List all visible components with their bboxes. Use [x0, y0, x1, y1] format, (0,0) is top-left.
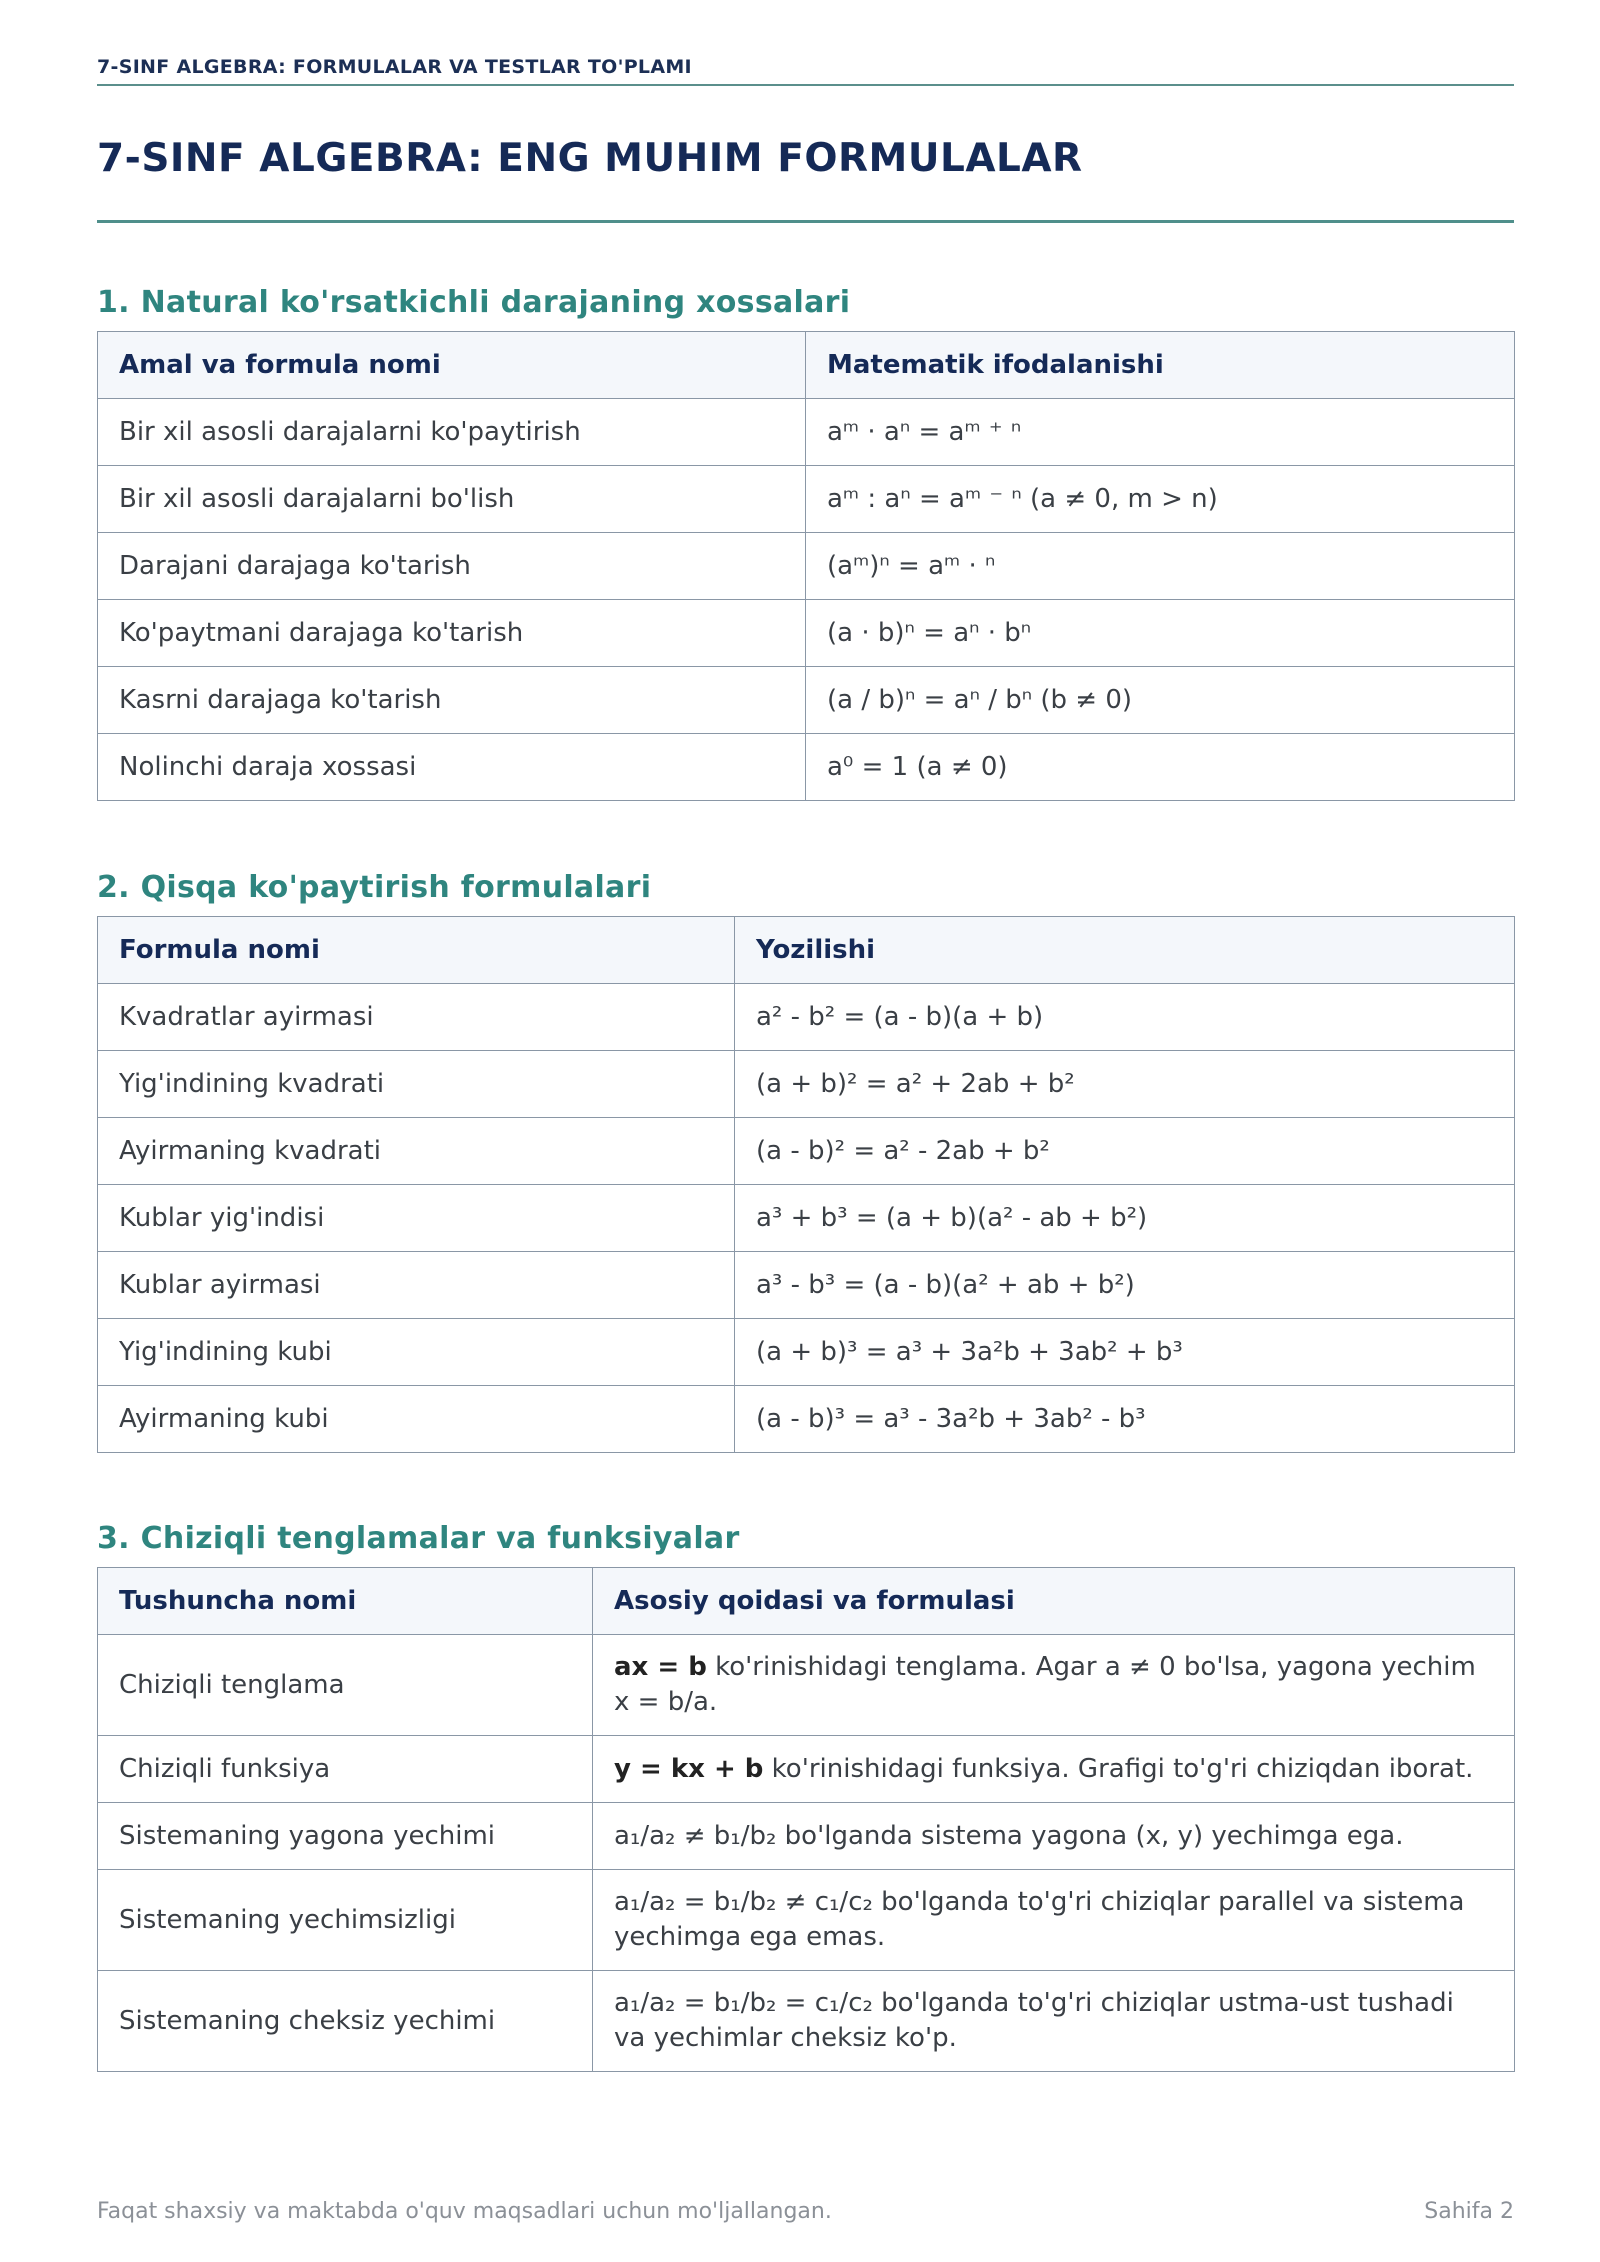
formula-cell: (a - b)² = a² - 2ab + b²	[735, 1118, 1515, 1185]
formula-name-cell: Yig'indining kubi	[98, 1319, 735, 1386]
table-row	[98, 1319, 1515, 1386]
table-row	[98, 1803, 1515, 1870]
column-header: Amal va formula nomi	[98, 332, 806, 399]
formula-name-cell: Kublar ayirmasi	[98, 1252, 735, 1319]
formula-name-cell: Darajani darajaga ko'tarish	[98, 533, 806, 600]
rule-formula: ax = b	[614, 1652, 707, 1682]
formula-cell: (aᵐ)ⁿ = aᵐ · ⁿ	[806, 533, 1515, 600]
column-header: Tushuncha nomi	[98, 1568, 593, 1635]
table-row	[98, 1635, 1515, 1736]
formula-name-cell: Kasrni darajaga ko'tarish	[98, 667, 806, 734]
formula-cell: a³ - b³ = (a - b)(a² + ab + b²)	[735, 1252, 1515, 1319]
table-row	[98, 1736, 1515, 1803]
table-row	[98, 1386, 1515, 1453]
formula-name-cell: Ayirmaning kubi	[98, 1386, 735, 1453]
formula-name-cell: Kublar yig'indisi	[98, 1185, 735, 1252]
table-header-row	[98, 917, 1515, 984]
rule-cell: a₁/a₂ = b₁/b₂ ≠ c₁/c₂ bo'lganda to'g'ri chiziqlar parallel va sistema yechimga ega emas.	[593, 1870, 1515, 1971]
table-row	[98, 533, 1515, 600]
table-row	[98, 1118, 1515, 1185]
section-heading-linear-equations: 3. Chiziqli tenglamalar va funksiyalar	[97, 1521, 740, 1556]
formula-name-cell: Nolinchi daraja xossasi	[98, 734, 806, 801]
concept-name-cell: Sistemaning yagona yechimi	[98, 1803, 593, 1870]
linear-equations-table	[97, 1567, 1515, 2072]
column-header: Asosiy qoidasi va formulasi	[593, 1568, 1515, 1635]
concept-name-cell: Chiziqli tenglama	[98, 1635, 593, 1736]
table-row	[98, 600, 1515, 667]
table-row	[98, 1971, 1515, 2072]
table-header-row	[98, 332, 1515, 399]
formula-cell: (a + b)³ = a³ + 3a²b + 3ab² + b³	[735, 1319, 1515, 1386]
footer-note: Faqat shaxsiy va maktabda o'quv maqsadlari uchun mo'ljallangan.	[97, 2199, 832, 2224]
formula-name-cell: Yig'indining kvadrati	[98, 1051, 735, 1118]
running-header: 7-SINF ALGEBRA: FORMULALAR VA TESTLAR TO'PLAMI	[97, 56, 692, 78]
column-header: Matematik ifodalanishi	[806, 332, 1515, 399]
title-divider	[97, 220, 1514, 223]
table-row	[98, 1185, 1515, 1252]
column-header: Formula nomi	[98, 917, 735, 984]
table-row	[98, 984, 1515, 1051]
formula-cell: (a - b)³ = a³ - 3a²b + 3ab² - b³	[735, 1386, 1515, 1453]
table-row	[98, 1870, 1515, 1971]
page-number: Sahifa 2	[1424, 2199, 1514, 2224]
rule-cell: a₁/a₂ ≠ b₁/b₂ bo'lganda sistema yagona (x, y) yechimga ega.	[593, 1803, 1515, 1870]
rule-cell	[593, 1635, 1515, 1736]
formula-name-cell: Kvadratlar ayirmasi	[98, 984, 735, 1051]
concept-name-cell: Sistemaning yechimsizligi	[98, 1870, 593, 1971]
formula-cell: (a + b)² = a² + 2ab + b²	[735, 1051, 1515, 1118]
formula-cell: (a / b)ⁿ = aⁿ / bⁿ (b ≠ 0)	[806, 667, 1515, 734]
formula-name-cell: Bir xil asosli darajalarni bo'lish	[98, 466, 806, 533]
table-row	[98, 399, 1515, 466]
concept-name-cell: Sistemaning cheksiz yechimi	[98, 1971, 593, 2072]
formula-name-cell: Bir xil asosli darajalarni ko'paytirish	[98, 399, 806, 466]
formula-cell: aᵐ : aⁿ = aᵐ ⁻ ⁿ (a ≠ 0, m > n)	[806, 466, 1515, 533]
formula-cell: a² - b² = (a - b)(a + b)	[735, 984, 1515, 1051]
concept-name-cell: Chiziqli funksiya	[98, 1736, 593, 1803]
short-multiplication-table	[97, 916, 1515, 1453]
formula-name-cell: Ko'paytmani darajaga ko'tarish	[98, 600, 806, 667]
table-row	[98, 734, 1515, 801]
rule-formula: y = kx + b	[614, 1753, 764, 1784]
table-row	[98, 667, 1515, 734]
powers-table	[97, 331, 1515, 801]
table-row	[98, 1252, 1515, 1319]
table-header-row	[98, 1568, 1515, 1635]
column-header: Yozilishi	[735, 917, 1515, 984]
page-title: 7-SINF ALGEBRA: ENG MUHIM FORMULALAR	[97, 136, 1083, 181]
rule-text: ko'rinishidagi tenglama. Agar a ≠ 0 bo'lsa, yagona yechim x = b/a.	[614, 1652, 1476, 1717]
rule-text: ko'rinishidagi funksiya. Grafigi to'g'ri chiziqdan iborat.	[763, 1753, 1474, 1784]
section-heading-powers: 1. Natural ko'rsatkichli darajaning xossalari	[97, 285, 851, 320]
formula-cell: aᵐ · aⁿ = aᵐ ⁺ ⁿ	[806, 399, 1515, 466]
rule-cell	[593, 1736, 1515, 1803]
formula-cell: a⁰ = 1 (a ≠ 0)	[806, 734, 1515, 801]
table-row	[98, 1051, 1515, 1118]
header-divider	[97, 84, 1514, 86]
formula-cell: (a · b)ⁿ = aⁿ · bⁿ	[806, 600, 1515, 667]
formula-name-cell: Ayirmaning kvadrati	[98, 1118, 735, 1185]
table-row	[98, 466, 1515, 533]
section-heading-short-multiplication: 2. Qisqa ko'paytirish formulalari	[97, 870, 652, 905]
rule-cell: a₁/a₂ = b₁/b₂ = c₁/c₂ bo'lganda to'g'ri chiziqlar ustma-ust tushadi va yechimlar cheksiz ko'p.	[593, 1971, 1515, 2072]
formula-cell: a³ + b³ = (a + b)(a² - ab + b²)	[735, 1185, 1515, 1252]
